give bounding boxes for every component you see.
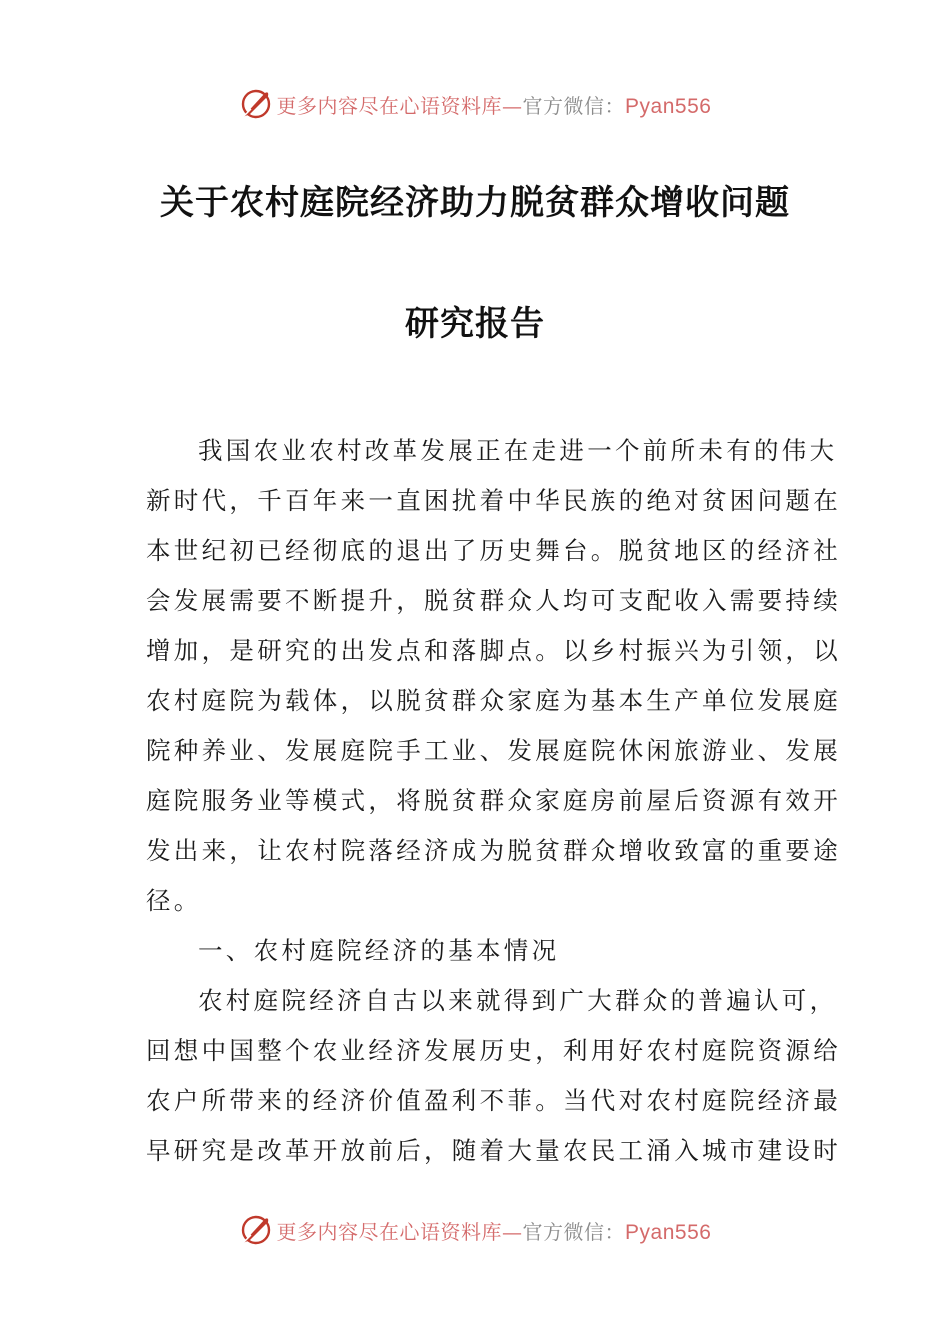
watermark-separator: — (502, 1219, 523, 1244)
body-line: 农村庭院为载体，以脱贫群众家庭为基本生产单位发展庭 (146, 686, 841, 715)
body-line: 农户所带来的经济价值盈利不菲。当代对农村庭院经济最 (146, 1086, 841, 1115)
document-title-line-1: 关于农村庭院经济助力脱贫群众增收问题 (160, 183, 790, 223)
body-line: 发出来，让农村院落经济成为脱贫群众增收致富的重要途 (146, 836, 841, 865)
watermark-label: 官方微信： (522, 93, 626, 118)
footer-watermark (0, 1210, 950, 1250)
body-line: 新时代，千百年来一直困扰着中华民族的绝对贫困问题在 (146, 486, 841, 515)
body-line: 本世纪初已经彻底的退出了历史舞台。脱贫地区的经济社 (146, 536, 841, 565)
header-watermark (0, 84, 950, 124)
body-line: 会发展需要不断提升，脱贫群众人均可支配收入需要持续 (146, 586, 841, 615)
document-body (146, 426, 841, 1176)
watermark-text (277, 90, 712, 119)
document-title-line-2: 研究报告 (405, 304, 545, 344)
watermark-label: 官方微信： (522, 1219, 626, 1244)
watermark-wechat-id: Pyan556 (625, 1220, 712, 1244)
body-line: 回想中国整个农业经济发展历史，利用好农村庭院资源给 (146, 1036, 841, 1065)
section-heading: 一、农村庭院经济的基本情况 (198, 936, 560, 965)
body-line: 庭院服务业等模式，将脱贫群众家庭房前屋后资源有效开 (146, 786, 841, 815)
quill-logo-icon (239, 87, 273, 121)
body-line: 径。 (146, 886, 202, 915)
body-line: 增加，是研究的出发点和落脚点。以乡村振兴为引领，以 (146, 636, 841, 665)
quill-logo-icon (239, 1213, 273, 1247)
watermark-text (277, 1216, 712, 1245)
watermark-wechat-id: Pyan556 (625, 94, 712, 118)
watermark-slogan: 更多内容尽在心语资料库 (276, 93, 503, 118)
watermark-slogan: 更多内容尽在心语资料库 (276, 1219, 503, 1244)
body-line: 我国农业农村改革发展正在走进一个前所未有的伟大 (198, 436, 838, 465)
body-line: 院种养业、发展庭院手工业、发展庭院休闲旅游业、发展 (146, 736, 841, 765)
watermark-separator: — (502, 93, 523, 118)
body-line: 早研究是改革开放前后，随着大量农民工涌入城市建设时 (146, 1136, 841, 1165)
body-line: 农村庭院经济自古以来就得到广大群众的普遍认可， (198, 986, 838, 1015)
